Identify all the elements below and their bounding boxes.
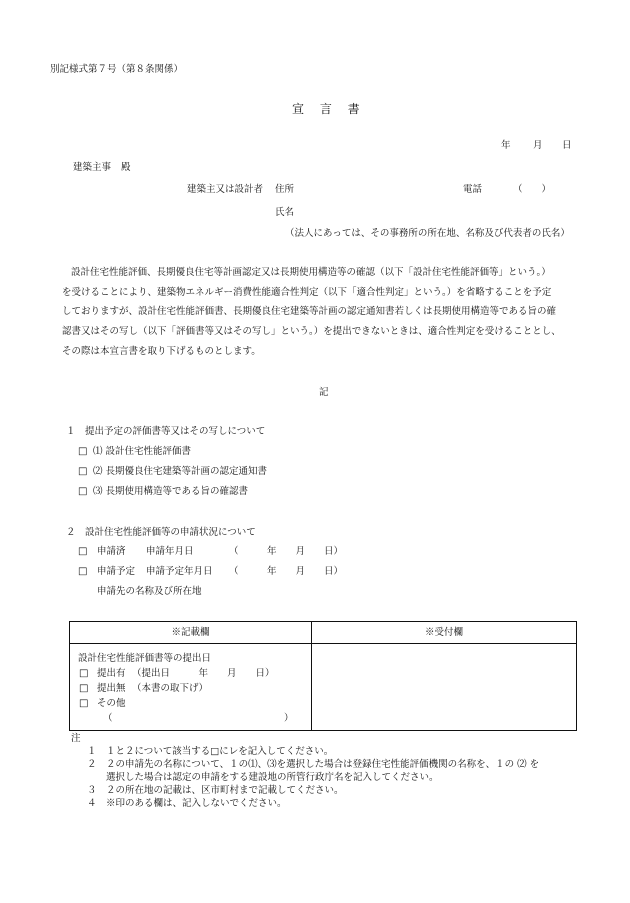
checkbox-confirmation-document[interactable]: □ [78,486,88,497]
option-other: その他 [97,698,126,709]
applied-date-label: 申請年月日 [146,546,194,557]
notes-label: 注 [71,733,81,744]
form-reference: 別記様式第７号（第８条関係） [50,64,184,75]
body-line: しておりますが、設計住宅性能評価書、長期優良住宅建築等計画の認定通知書若しくは長期使用構造等である旨の確 [62,306,557,317]
submitted-date-fields: （提出日 年 月 日） [132,668,275,679]
entry-reception-table [69,621,577,731]
checkbox-submitted[interactable]: □ [79,668,89,679]
entry-column-header: ※記載欄 [70,622,312,644]
item-evaluation-report: ⑴ 設計住宅性能評価書 [93,446,192,457]
checkbox-applied[interactable]: □ [78,546,88,557]
document-title: 宣 言 書 [292,102,366,116]
body-line: を受けることにより、建築物エネルギー消費性能適合性判定（以下「適合性判定」という。）を省略することを予定 [62,287,552,298]
phone-area-code: （ ） [513,184,552,195]
ki-heading: 記 [319,387,329,398]
section2-heading: ２ 設計住宅性能評価等の申請状況について [66,527,256,538]
item-certification-notice: ⑵ 長期優良住宅建築等計画の認定通知書 [93,466,268,477]
destination-label: 申請先の名称及び所在地 [97,586,202,597]
other-paren-close: ） [284,713,294,724]
submission-date-title: 設計住宅性能評価書等の提出日 [78,653,212,664]
phone-label: 電話 [463,184,483,195]
name-label: 氏名 [275,207,295,218]
addressee: 建築主事 [73,162,112,173]
option-submitted: 提出有 [97,668,126,679]
address-label: 住所 [275,184,295,195]
other-paren-open: （ [103,713,113,724]
date-month-label: 月 [533,140,543,151]
note-item: ４ ※印のある欄は、記入しないでください。 [87,798,287,809]
corporate-note: （法人にあっては、その事務所の所在地、名称及び代表者の氏名） [285,228,570,239]
checkbox-other[interactable]: □ [79,698,89,709]
reception-cell [312,644,577,731]
applied-date-fields: （ 年 月 日） [229,546,344,557]
withdrawal-note: （本書の取下げ） [132,683,209,694]
section1-heading: １ 提出予定の評価書等又はその写しについて [66,426,266,437]
checkbox-not-submitted[interactable]: □ [79,683,89,694]
body-line: 認書又はその写し（以下「評価書等又はその写し」という。）を提出できないときは、適合性判定を受けることとし、 [62,326,561,337]
option-not-submitted: 提出無 [97,683,126,694]
checkbox-certification-notice[interactable]: □ [78,466,88,477]
note-item: ２ ２の申請先の名称について、１の⑴、⑶を選択した場合は登録住宅性能評価機関の名称を、１の ⑵ を [87,759,540,770]
note-item: 選択した場合は認定の申請をする建設地の所管行政庁名を記入してください。 [87,772,439,783]
date-day-label: 日 [562,140,572,151]
planned-date-fields: （ 年 月 日） [229,566,344,577]
item-confirmation-document: ⑶ 長期使用構造等である旨の確認書 [93,486,249,497]
status-applied: 申請済 [97,546,126,557]
note-item: １ １と２について該当する□にレを記入してください。 [87,746,334,757]
status-planned: 申請予定 [97,566,136,577]
body-line: その際は本宣言書を取り下げるものとします。 [62,346,261,357]
checkbox-evaluation-report[interactable]: □ [78,446,88,457]
checkbox-planned[interactable]: □ [78,566,88,577]
entry-cell [70,644,312,731]
planned-date-label: 申請予定年月日 [146,566,213,577]
note-item: ３ ２の所在地の記載は、区市町村まで記載してください。 [87,785,344,796]
date-year-label: 年 [501,140,511,151]
applicant-role: 建築主又は設計者 [187,184,264,195]
body-line: 設計住宅性能評価、長期優良住宅等計画認定又は長期使用構造等の確認（以下「設計住宅性能評価等」という。） [71,267,551,278]
addressee-suffix: 殿 [121,162,131,173]
reception-column-header: ※受付欄 [312,622,577,644]
